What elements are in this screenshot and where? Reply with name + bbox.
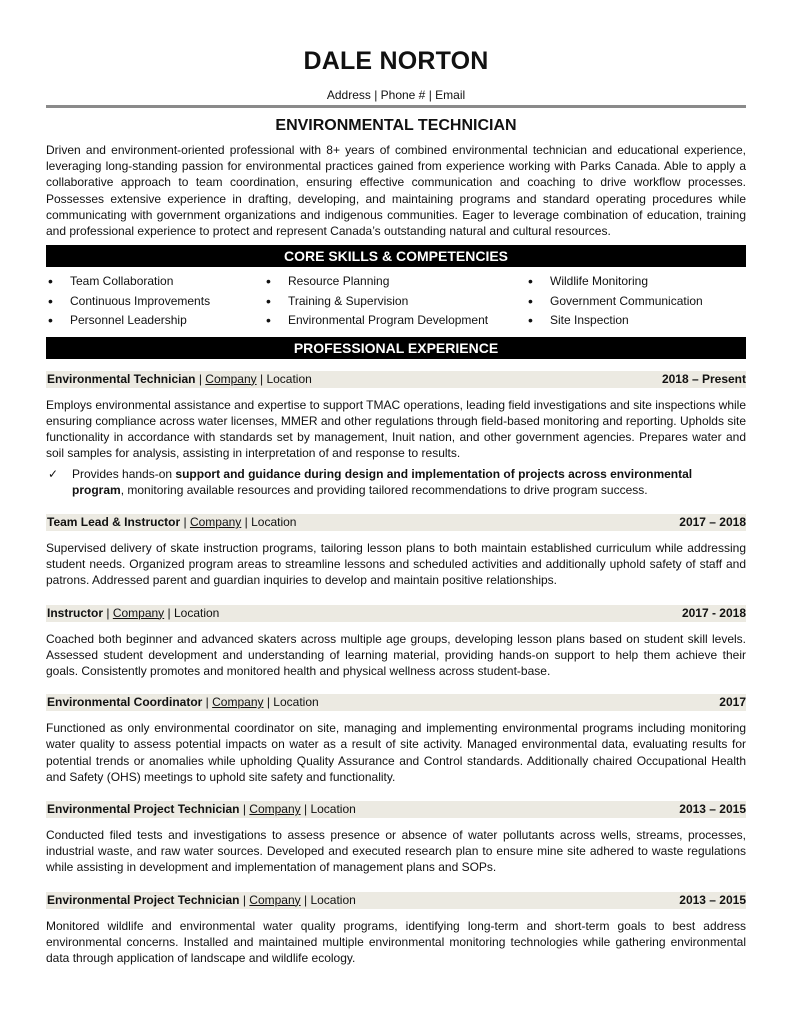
job-title: Team Lead & Instructor [47, 514, 181, 529]
skill-item: • Environmental Program Development [264, 311, 526, 331]
separator: | [202, 695, 213, 710]
separator: | [263, 695, 274, 710]
skill-item: • Government Communication [526, 292, 746, 312]
achievement-text-end: , monitoring available resources and providing tailored recommendations to drive program success. [120, 482, 648, 497]
header-divider [46, 105, 746, 108]
section-heading-experience: PROFESSIONAL EXPERIENCE [46, 337, 746, 359]
job-description: Functioned as only environmental coordinator on site, managing and implementing environmental programs including monitoring water quality to assess potential impacts on water as a result of site activity. Managed environmental data, evaluating results for potential trends or anomalies while upholding Quality Assurance and Control standards. Additionally chaired Occupational Health and Safety (OHS) meetings to uphold site safety and functionality. [46, 721, 746, 784]
job-title: Environmental Coordinator [47, 695, 203, 710]
job-title: Environmental Project Technician [47, 892, 240, 907]
job-description: Coached both beginner and advanced skaters across multiple age groups, developing lesson plans based on student skill levels. Assessed student development and understanding of learning material, providing hands-on support to help them achieve their goals. Consistently promotes and monitored health and physical wellness across student-base. [46, 631, 746, 678]
section-heading-skills: CORE SKILLS & COMPETENCIES [46, 245, 746, 267]
separator: | [241, 514, 252, 529]
job-title: Instructor [47, 605, 104, 620]
job-location: Location [251, 514, 297, 529]
job-header [46, 371, 746, 388]
resume-page [46, 44, 746, 966]
separator: | [195, 371, 206, 386]
skill-item: • Resource Planning [264, 272, 526, 292]
job-title: Environmental Project Technician [47, 801, 240, 816]
candidate-name: DALE NORTON [303, 47, 489, 75]
job-location: Location [266, 371, 312, 386]
job-header [46, 694, 746, 711]
summary-paragraph: Driven and environment-oriented professional with 8+ years of combined environmental technician and educational experience, leveraging long-standing passion for environmental practices gained from experience working with Parks Canada. Able to apply a collaborative approach to team coordination, ensuring effective communication and coaching to drive workflow processes. Possesses extensive experience in drafting, developing, and maintaining programs and standard operating procedures while communicating with government organizations and indigenous communities. Eager to leverage combination of education, training and professional experience to protect and represent Canada’s outstanding natural and cultural resources. [46, 143, 746, 239]
separator: | [180, 514, 190, 529]
skill-item: • Team Collaboration [46, 272, 264, 292]
job-header [46, 605, 746, 622]
resume-headline: ENVIRONMENTAL TECHNICIAN [275, 117, 517, 134]
job-dates: 2018 – Present [661, 371, 746, 386]
job-dates: 2013 – 2015 [679, 892, 746, 907]
separator: | [300, 801, 311, 816]
skill-item: • Personnel Leadership [46, 311, 264, 331]
job-header [46, 801, 746, 818]
skills-grid [46, 272, 746, 331]
job-location: Location [173, 605, 220, 620]
separator: | [164, 605, 174, 620]
job-dates: 2017 – 2018 [679, 514, 746, 529]
job-description: Employs environmental assistance and expertise to support TMAC operations, leading field investigations and site inspections while ensuring compliance across water licenses, MMER and other regulations through field-based monitoring and reporting. Upholds site functionality in accordance with standards set by management, Inuit nation, and other government agencies. Prepares water and soil samples for analysis, assisting in interpretation of and response to results. [46, 397, 746, 461]
job-location: Location [310, 892, 356, 907]
skills-column-2 [264, 272, 526, 331]
job-title-line [47, 371, 312, 388]
separator: | [239, 892, 250, 907]
skill-item: • Continuous Improvements [46, 292, 264, 312]
skill-item: • Training & Supervision [264, 292, 526, 312]
separator: | [103, 605, 113, 620]
company-link[interactable]: Company [189, 514, 242, 529]
achievement-text-start: Provides hands-on [72, 466, 176, 481]
contact-line: Address | Phone # | Email [326, 88, 466, 102]
job-dates: 2013 – 2015 [679, 801, 746, 816]
job-title-line [47, 694, 319, 711]
company-link[interactable]: Company [249, 892, 301, 907]
job-title-line [47, 801, 356, 818]
job-title-line [47, 605, 219, 622]
skills-column-1 [46, 272, 264, 331]
achievement-highlight: support and guidance during design and implementation of projects across environmental program [72, 466, 693, 497]
skill-item: • Wildlife Monitoring [526, 272, 746, 292]
job-location: Location [273, 695, 319, 710]
separator: | [239, 801, 250, 816]
company-link[interactable]: Company [212, 695, 264, 710]
company-link[interactable]: Company [249, 801, 301, 816]
separator: | [256, 371, 267, 386]
achievement-item [46, 466, 746, 498]
separator: | [300, 892, 311, 907]
skills-column-3 [526, 272, 746, 331]
job-description: Monitored wildlife and environmental water quality programs, identifying long-term and short-term goals to best address environmental concerns. Installed and maintained multiple environmental monitoring technologies while gathering environmental data through application of landscape and wildlife ecology. [46, 918, 746, 965]
job-header [46, 892, 746, 909]
company-link[interactable]: Company [205, 371, 257, 386]
job-title-line [47, 892, 356, 909]
achievement-text [72, 466, 746, 498]
skill-item: • Site Inspection [526, 311, 746, 331]
job-title-line [47, 514, 296, 531]
job-dates: 2017 - 2018 [681, 605, 746, 620]
job-title: Environmental Technician [47, 371, 196, 386]
job-location: Location [310, 801, 356, 816]
job-description: Supervised delivery of skate instruction programs, tailoring lesson plans to both maintain established curriculum while addressing student needs. Organized program areas to streamline lessons and scheduled activities and additionally uphold safety of staff and patrons. Addressed parent and guardian inquiries to develop and maintain positive relationships. [46, 540, 746, 588]
job-header [46, 514, 746, 531]
checkmark-icon: ✓ [48, 466, 59, 481]
job-description: Conducted filed tests and investigations to assess presence or absence of water pollutants across wells, streams, processes, industrial waste, and raw water sources. Developed and executed research plan to ensure mine site adhered to waste regulations while assisting in development and implementation of management plans and SOPs. [46, 827, 746, 875]
company-link[interactable]: Company [112, 605, 165, 620]
job-dates: 2017 [719, 695, 746, 710]
